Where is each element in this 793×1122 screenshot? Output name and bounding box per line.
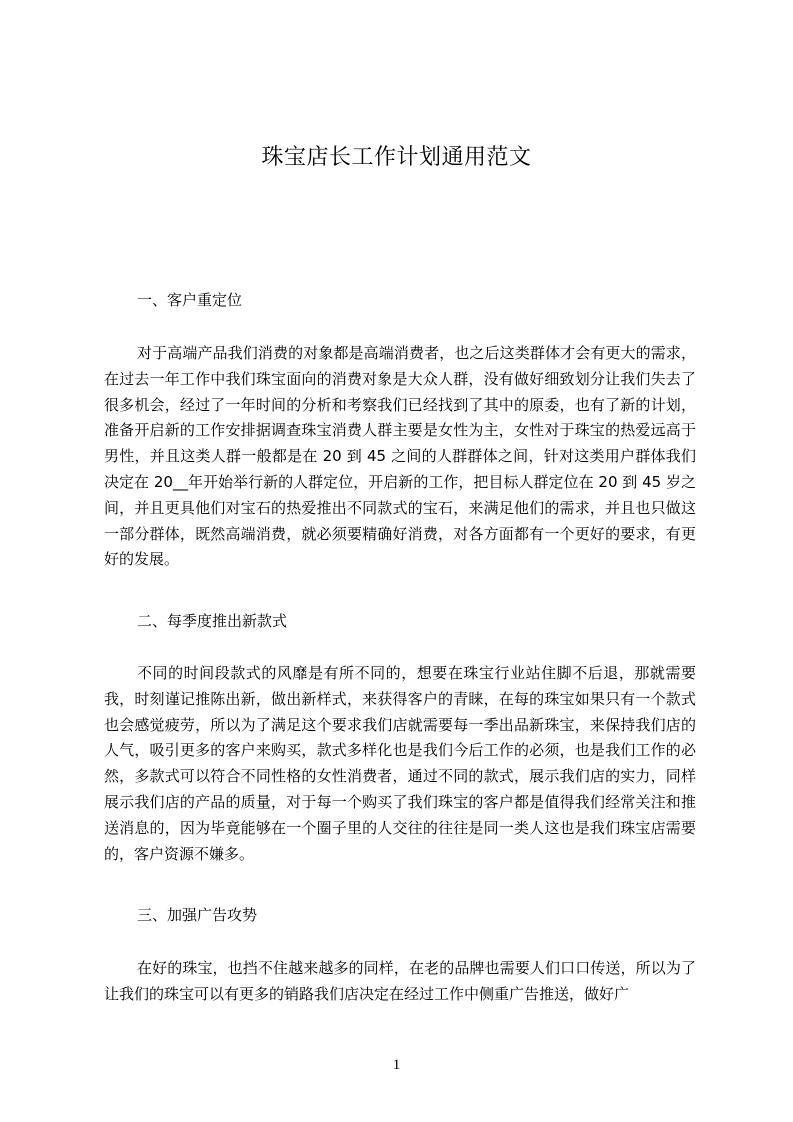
section-heading-new-styles: 二、每季度推出新款式 [137, 612, 288, 630]
document-title: 珠宝店长工作计划通用范文 [261, 145, 532, 170]
section-heading-advertising: 三、加强广告攻势 [137, 906, 258, 924]
section-paragraph-new-styles: 不同的时间段款式的风靡是有所不同的，想要在珠宝行业站住脚不后退，那就需要我，时刻谨记推陈出新，做出新样式，来获得客户的青睐，在每的珠宝如果只有一个款式也会感觉疲劳，所以为了满足这个要求我们店就需要每一季出品新珠宝，来保持我们店的人气，吸引更多的客户来购买，款式多样化也是我们今后工作的必须，也是我们工作的必然，多款式可以符合不同性格的女性消费者，通过不同的款式，展示我们店的实力，同样展示我们店的产品的质量，对于每一个购买了我们珠宝的客户都是值得我们经常关注和推送消息的，因为毕竟能够在一个圈子里的人交往的往往是同一类人这也是我们珠宝店需要的，客户资源不嫌多。 [104, 664, 696, 863]
page-number: 1 [392, 1057, 401, 1073]
section-paragraph-customer-repositioning: 对于高端产品我们消费的对象都是高端消费者，也之后这类群体才会有更大的需求，在过去一年工作中我们珠宝面向的消费对象是大众人群，没有做好细致划分让我们失去了很多机会，经过了一年时间的分析和考察我们已经找到了其中的原委，也有了新的计划，准备开启新的工作安排据调查珠宝消费人群主要是女性为主，女性对于珠宝的热爱远高于男性，并且这类人群一般都是在 20 到 45 之间的人群群体之间，针对这类用户群体我们决定在 20__年开始举行新的人群定位，开启新的工作，把目标人群定位在 20 到 45 岁之间，并且更具他们对宝石的热爱推出不同款式的宝石，来满足他们的需求，并且也只做这一部分群体，既然高端消费，就必须要精确好消费，对各方面都有一个更好的要求，有更好的发展。 [104, 344, 696, 569]
section-paragraph-advertising: 在好的珠宝，也挡不住越来越多的同样，在老的品牌也需要人们口口传送，所以为了让我们的珠宝可以有更多的销路我们店决定在经过工作中侧重广告推送，做好广 [104, 959, 696, 1003]
section-heading-customer-repositioning: 一、客户重定位 [137, 291, 243, 309]
